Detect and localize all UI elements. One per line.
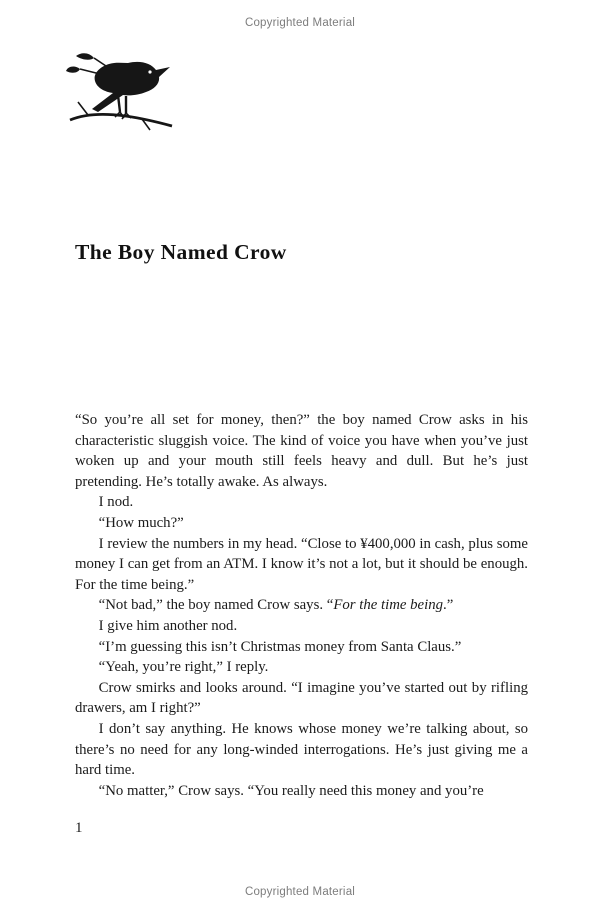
page-number: 1: [75, 820, 83, 836]
paragraph: I give him another nod.: [98, 617, 238, 634]
paragraph: I review the numbers in my head. “Close to ¥400,000 in cash, plus some money I can get from an ATM. I know it’s not a lot, but it should be enough. For the time being.”: [75, 535, 528, 593]
paragraph: I don’t say anything. He knows whose money we’re talking about, so there’s no need for any long-winded interrogations. He’s just giving me a hard time.: [75, 720, 528, 779]
paragraph: Crow smirks and looks around. “I imagine you’ve started out by rifling drawers, am I right?”: [75, 679, 528, 717]
copyright-notice-top: Copyrighted Material: [244, 17, 356, 29]
paragraph: “So you’re all set for money, then?” the boy named Crow asks in his characteristic sluggish voice. The kind of voice you have when you’ve just woken up and your mouth still feels heavy and dull. But he’s just pretending. He’s totally awake. As always.: [75, 412, 528, 490]
paragraph: I nod.: [98, 494, 134, 511]
paragraph: “How much?”: [98, 514, 184, 531]
chapter-title: The Boy Named Crow: [75, 240, 287, 264]
crow-icon: [66, 50, 174, 140]
body-text: [75, 410, 528, 801]
copyright-notice-bottom: Copyrighted Material: [244, 886, 356, 898]
paragraph: “Yeah, you’re right,” I reply.: [98, 659, 269, 676]
paragraph: “Not bad,” the boy named Crow says. “For the time being.”: [98, 597, 454, 614]
paragraph: “I’m guessing this isn’t Christmas money from Santa Claus.”: [98, 638, 462, 655]
paragraph: “No matter,” Crow says. “You really need this money and you’re: [98, 782, 484, 799]
